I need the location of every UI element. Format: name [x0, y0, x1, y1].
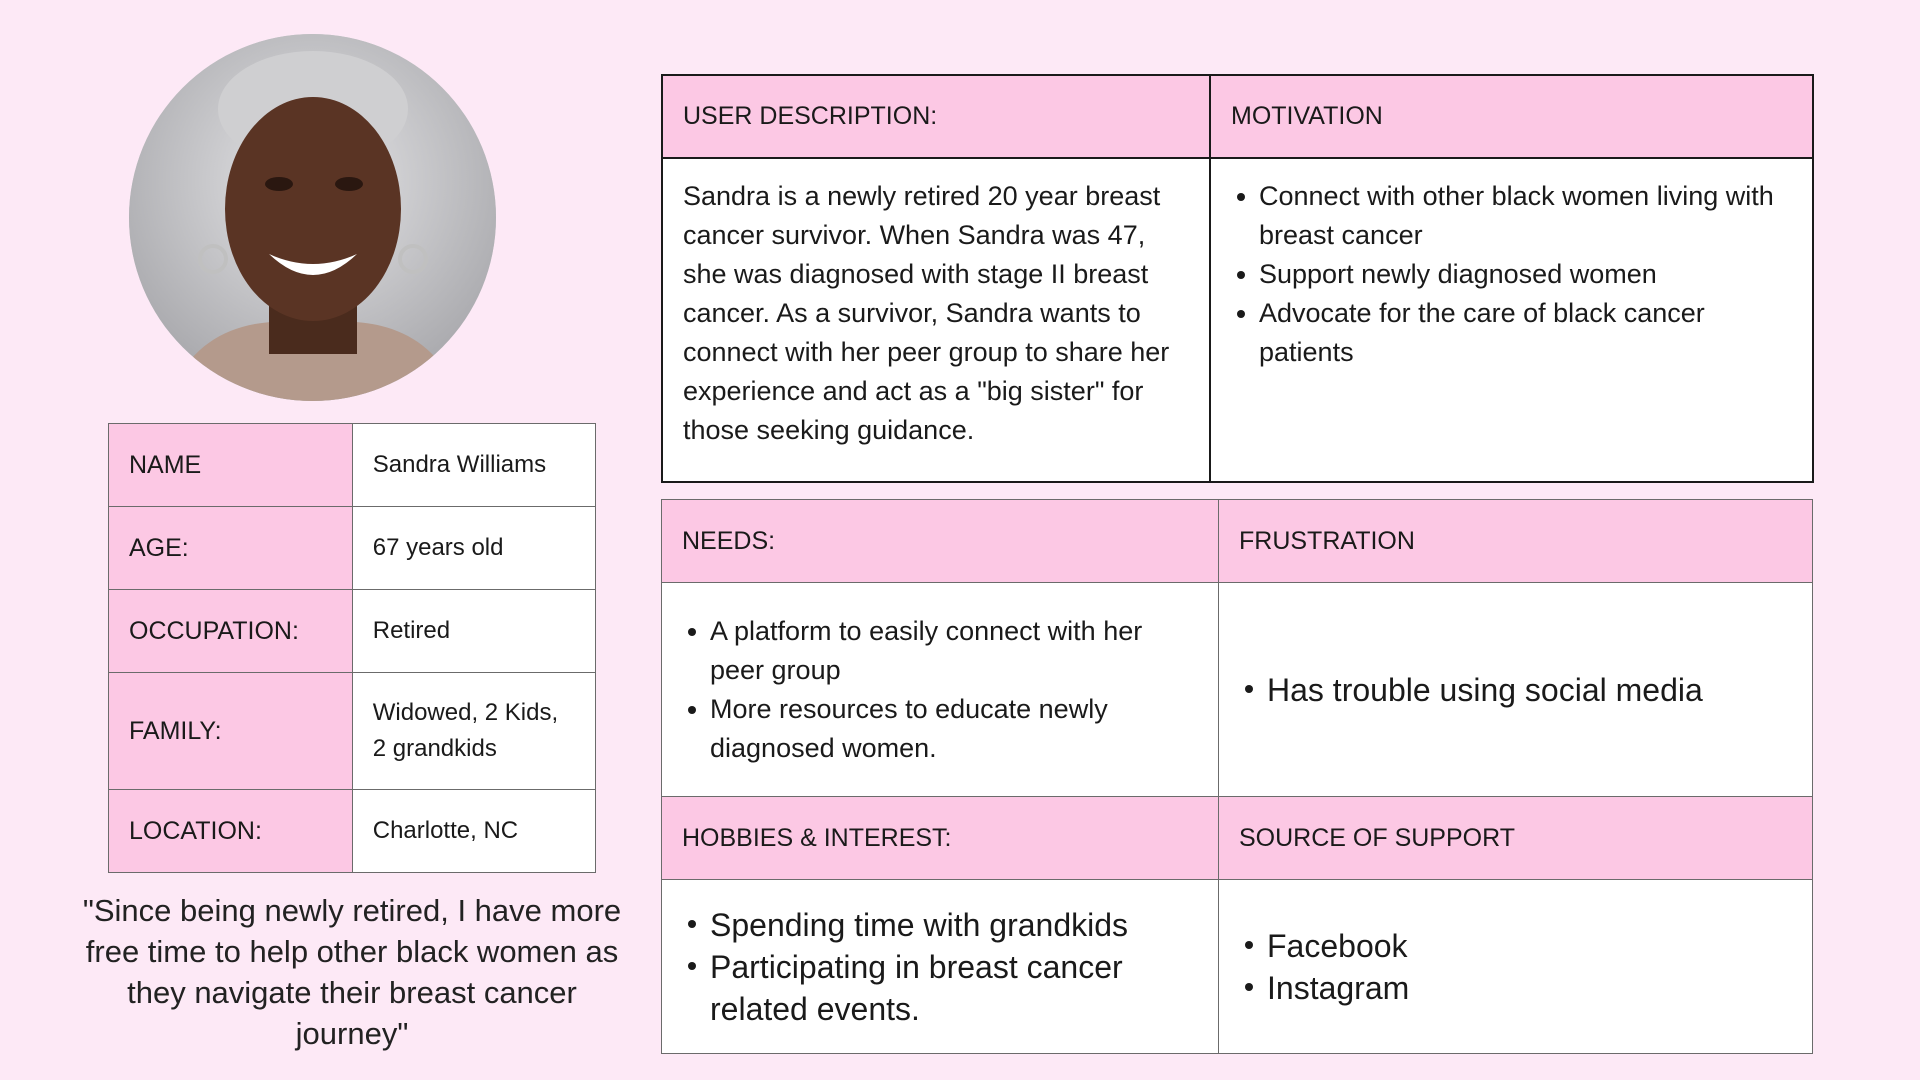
persona-quote: "Since being newly retired, I have more free time to help other black women as they navigate their breast cancer journey" [82, 893, 622, 1051]
list-item: Connect with other black women living with breast cancer [1231, 177, 1792, 255]
location-value: Charlotte, NC [352, 790, 595, 873]
profile-row-age [109, 507, 596, 590]
list-item: Facebook [1239, 925, 1792, 967]
age-label: AGE: [109, 507, 353, 590]
list-item: Spending time with grandkids [682, 904, 1198, 946]
motivation-list [1231, 177, 1792, 372]
name-label: NAME [109, 424, 353, 507]
support-list [1239, 925, 1792, 1009]
profile-row-name [109, 424, 596, 507]
needs-hobbies-card [661, 499, 1813, 1054]
profile-row-family [109, 673, 596, 790]
family-value: Widowed, 2 Kids, 2 grandkids [352, 673, 595, 790]
frustration-header: FRUSTRATION [1219, 500, 1813, 583]
frustration-list [1239, 669, 1792, 711]
list-item: Instagram [1239, 967, 1792, 1009]
list-item: Has trouble using social media [1239, 669, 1792, 711]
hobbies-header: HOBBIES & INTEREST: [662, 797, 1219, 880]
age-value: 67 years old [352, 507, 595, 590]
occupation-label: OCCUPATION: [109, 590, 353, 673]
needs-header: NEEDS: [662, 500, 1219, 583]
list-item: Support newly diagnosed women [1231, 255, 1792, 294]
needs-body [662, 583, 1219, 797]
family-label: FAMILY: [109, 673, 353, 790]
needs-list [682, 612, 1198, 768]
support-body [1219, 880, 1813, 1054]
occupation-value: Retired [352, 590, 595, 673]
list-item: Advocate for the care of black cancer patients [1231, 294, 1792, 372]
support-header: SOURCE OF SUPPORT [1219, 797, 1813, 880]
location-label: LOCATION: [109, 790, 353, 873]
hobbies-body [662, 880, 1219, 1054]
profile-row-occupation [109, 590, 596, 673]
motivation-header: MOTIVATION [1210, 75, 1813, 158]
hobbies-list [682, 904, 1198, 1030]
motivation-body [1210, 158, 1813, 482]
list-item: More resources to educate newly diagnosed women. [682, 690, 1198, 768]
name-value: Sandra Williams [352, 424, 595, 507]
user-description-header: USER DESCRIPTION: [662, 75, 1210, 158]
description-motivation-card [661, 74, 1814, 483]
list-item: Participating in breast cancer related events. [682, 946, 1198, 1030]
portrait-photo-icon [129, 34, 496, 401]
profile-photo [129, 34, 496, 401]
frustration-body [1219, 583, 1813, 797]
profile-info-table [108, 423, 596, 873]
list-item: A platform to easily connect with her peer group [682, 612, 1198, 690]
user-description-text: Sandra is a newly retired 20 year breast cancer survivor. When Sandra was 47, she was diagnosed with stage II breast cancer. As a survivor, Sandra wants to connect with her peer group to share her experience and act as a "big sister" for those seeking guidance. [662, 158, 1210, 482]
profile-row-location [109, 790, 596, 873]
